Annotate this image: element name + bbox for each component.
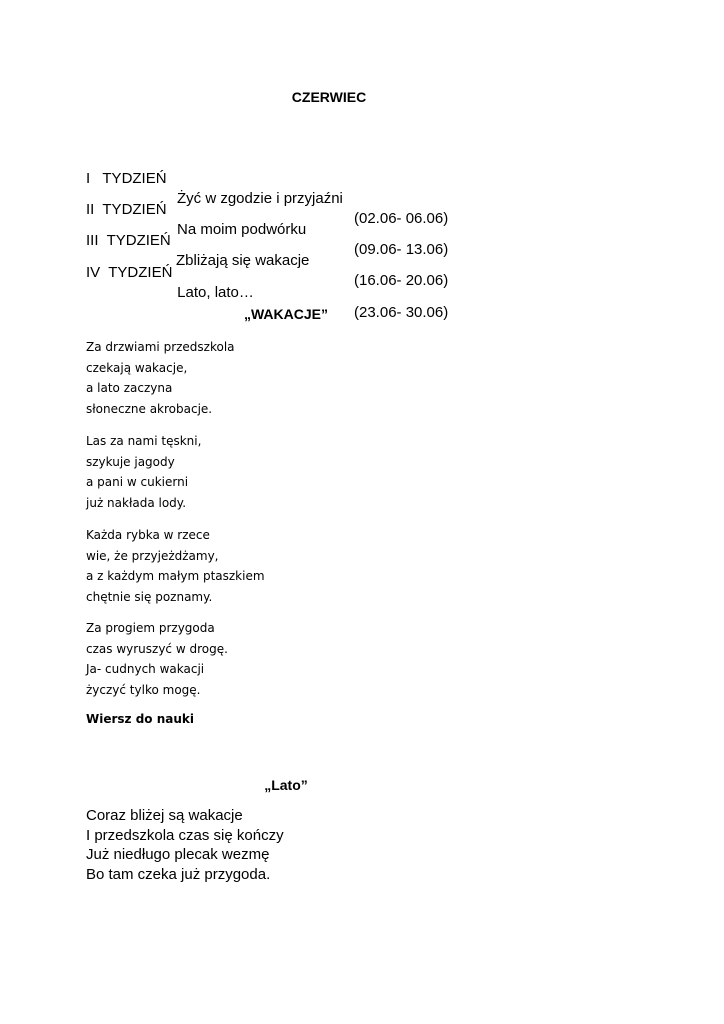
poem-line: Coraz bliżej są wakacje bbox=[86, 807, 243, 824]
poem-line: szykuje jagody bbox=[86, 454, 175, 469]
poem-line: I przedszkola czas się kończy bbox=[86, 826, 284, 844]
poem-line: już nakłada lody. bbox=[86, 495, 187, 510]
poem-stanza bbox=[86, 806, 284, 884]
poem-line: Za progiem przygoda bbox=[86, 621, 215, 635]
poem-line: słoneczne akrobacje. bbox=[86, 401, 213, 416]
poem-line: czas wyruszyć w drogę. bbox=[86, 641, 228, 656]
learning-note: Wiersz do nauki bbox=[86, 712, 194, 726]
month-title: CZERWIEC bbox=[291, 89, 367, 105]
poem-line: wie, że przyjeżdżamy, bbox=[86, 548, 219, 563]
poem-line: Już niedługo plecak wezmę bbox=[86, 846, 270, 863]
week-label: IV TYDZIEŃ bbox=[86, 264, 173, 281]
poem-stanza bbox=[86, 618, 228, 700]
week-theme: Zbliżają się wakacje bbox=[176, 252, 310, 269]
poem-line: a z każdym małym ptaszkiem bbox=[86, 569, 265, 583]
poem-title: „Lato” bbox=[264, 777, 308, 793]
poem-line: życzyć tylko mogę. bbox=[86, 682, 201, 697]
poem-line: Las za nami tęskni, bbox=[86, 434, 202, 448]
week-theme: Żyć w zgodzie i przyjaźni bbox=[177, 190, 343, 207]
week-theme: Lato, lato… bbox=[173, 284, 254, 301]
poem-line: Ja- cudnych wakacji bbox=[86, 662, 205, 676]
week-dates: (23.06- 30.06) bbox=[354, 304, 449, 321]
poem-stanza bbox=[86, 431, 201, 513]
poem-title: „WAKACJE” bbox=[243, 306, 328, 322]
poem-stanza bbox=[86, 337, 235, 419]
week-label: III TYDZIEŃ bbox=[86, 232, 171, 249]
poem-line: Za drzwiami przedszkola bbox=[86, 340, 235, 354]
week-label: I TYDZIEŃ bbox=[86, 170, 167, 187]
poem-stanza bbox=[86, 525, 265, 607]
poem-line: Każda rybka w rzece bbox=[86, 528, 210, 542]
poem-line: a pani w cukierni bbox=[86, 475, 189, 489]
poem-line: chętnie się poznamy. bbox=[86, 589, 213, 604]
week-dates: (09.06- 13.06) bbox=[354, 241, 449, 258]
poem-line: Bo tam czeka już przygoda. bbox=[86, 865, 271, 883]
week-dates: (16.06- 20.06) bbox=[354, 272, 449, 289]
week-dates: (02.06- 06.06) bbox=[354, 210, 449, 227]
week-theme: Na moim podwórku bbox=[177, 221, 307, 238]
week-label: II TYDZIEŃ bbox=[86, 201, 167, 218]
poem-line: czekają wakacje, bbox=[86, 360, 188, 375]
poem-line: a lato zaczyna bbox=[86, 381, 173, 395]
